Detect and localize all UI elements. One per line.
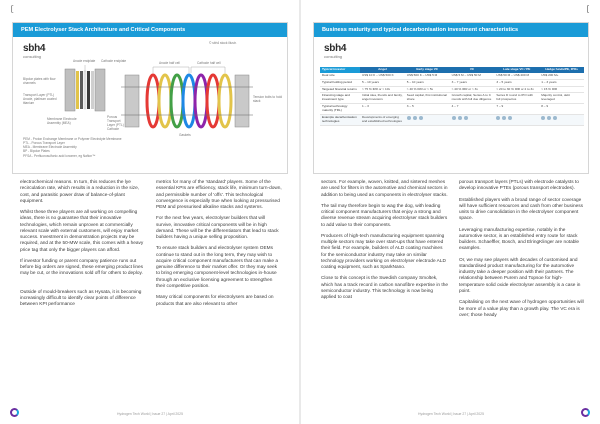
table-cell — [539, 114, 584, 125]
table-cell: US$ 50 M – US$ 200 M — [494, 73, 539, 79]
legend-item: PTL - Porous Transport Layer — [23, 141, 65, 146]
legend-item: MEA - Membrane Electrode Assembly — [23, 145, 77, 150]
table-cell: 4 – 7 — [450, 104, 495, 115]
table-cell: US$ 500 K – US$ 5 M — [405, 73, 450, 79]
label-mea: Membrane Electrode Assembly (MEA) — [47, 117, 77, 126]
table-cell: > 40 % IRR or > 3x — [450, 86, 495, 93]
row-label: Typical technology maturity (TRL) — [320, 104, 360, 115]
paragraph: Established players with a broad range of sector coverage will have sufficient resources and cash from other business units to drive consolidation in the electrolyser component space. — [459, 197, 584, 222]
table-row — [320, 114, 584, 125]
figure-title: PEM Electrolyser Stack Architecture and Critical Components — [13, 23, 287, 37]
paragraph: Many critical components for electrolysers are based on products that are also relevant to other — [156, 295, 274, 307]
label-gaskets: Gaskets — [179, 133, 191, 137]
row-label: Typical holding period — [320, 79, 360, 86]
table-cell: 3 – 5 — [405, 104, 450, 115]
table-row — [320, 86, 584, 93]
label-bolts: Tension bolts to hold stack — [253, 95, 283, 104]
table-header: VC — [450, 67, 495, 73]
tech-icon — [464, 116, 468, 120]
paragraph: If investor funding or parent company patience runs out before big orders are signed, these emerging product lines may be cut, or the innovations sold off for others to deploy. — [20, 258, 144, 277]
tech-icon — [452, 116, 456, 120]
row-label: Targeted financial returns — [320, 86, 360, 93]
table-cell — [405, 114, 450, 125]
table-cell: > 15 % IRR — [539, 86, 584, 93]
tech-icon — [458, 116, 462, 120]
paragraph: Whilst these three players are all working on compelling ideas, there is no guarantee that their innovative technologies, which remain unproven at commercially relevant scale with external customers, will enjoy market success. Investment in demonstration projects may be required, and at the 50-MW scale, this comes with a heavy price tag that only the bigger players can afford. — [20, 210, 144, 253]
left-column-2 — [156, 180, 282, 308]
table-cell: > 20 to 30 % IRR or 2 to 3x — [494, 86, 539, 93]
table-header: Hedge funds/PE, IPOs — [539, 67, 584, 73]
legend-item: PEM - Proton Exchange Membrane or Polymer Electrolyte Membrane — [23, 137, 122, 141]
table-cell: Growth capital, Series A to C rounds with full due diligence — [450, 93, 495, 104]
tech-icon — [553, 116, 557, 120]
h2-logo-icon — [581, 408, 590, 417]
crop-mark: [ — [585, 6, 590, 14]
footer-left: Hydrogen Tech World | Issue 27 | April 2025 — [117, 412, 183, 416]
investment-characteristics-figure — [313, 22, 589, 174]
paragraph: Leveraging manufacturing expertise, notably in the automotive sector, is an established entry route for stack builders. Schaeffler, Bosch, and ElringKlinger are notable examples. — [459, 227, 580, 252]
paragraph: The tail may therefore begin to wag the dog, with leading critical component manufacturers that enjoy a strong and diverse revenue stream acquiring electrolyser stack builders to add value to their components. — [321, 203, 448, 228]
label-bipolar: Bipolar plates with flow channels — [23, 77, 56, 86]
tech-icon — [407, 116, 411, 120]
paragraph: To ensure stack builders and electrolyser system OEMs continue to stand out in the long term, they may wish to acquire critical component manufacturers that can make a genuine difference to their market offer. Or they may seek to bring emerging component-level technologies in-house through an exclusive licensing agreement to strengthen their competitive position. — [156, 246, 278, 289]
paragraph: sectors. For example, woven, knitted, and sintered meshes are used for filters in the automotive and chemical sectors in addition to being used as components in electrolyser stacks. — [321, 180, 448, 198]
crop-mark: [ — [10, 6, 15, 14]
table-cell: Initial idea, friends and family, angel investors — [360, 93, 405, 104]
tech-icon — [541, 116, 545, 120]
paragraph: Outside of mould-breakers such as Hysata, it is becoming increasingly difficult to identify clear points of difference between KPI performance — [20, 289, 142, 308]
figure-title: Business maturity and typical decarbonisation investment characteristics — [314, 23, 588, 37]
small-stack — [65, 65, 105, 111]
table-cell: > 40 % IRR or > 5x — [405, 86, 450, 93]
label-anode-cells: Anode half cell — [159, 61, 180, 65]
paragraph: Or, we may see players with decades of customised and standardised product manufacturing for the automotive industry take a deeper position with their partners. The relationship between Purem and Topsoe for high-temperature solid oxide electrolyser assembly is a case in point. — [459, 257, 581, 294]
stack-architecture-figure — [12, 22, 288, 174]
tech-icon — [547, 116, 551, 120]
h2-logo-icon — [10, 408, 19, 417]
table-row — [320, 104, 584, 115]
label-cathode-cells: Cathode half cell — [197, 61, 221, 65]
paragraph: electrochemical reasons. In turn, this reduces the lye recirculation rate, which results in a reduction in the size, cost, and parasitic power draw of balance-of-plant equipment. — [20, 180, 140, 204]
row-label: Example decarbonisation technologies — [320, 114, 360, 125]
table-cell: 1 – 3 — [360, 104, 405, 115]
table-cell: Series D round to IPO with full prospectus — [494, 93, 539, 104]
table-cell: US$ 10 K – US$ 500 K — [360, 73, 405, 79]
label-anode: Anode endplate — [73, 59, 96, 63]
tech-icon — [502, 116, 506, 120]
investment-table — [320, 67, 584, 126]
row-label: Deal size — [320, 73, 360, 79]
tech-icon — [413, 116, 417, 120]
table-cell: 3 – 5 years — [494, 79, 539, 86]
table-cell — [450, 114, 495, 125]
paragraph: For the next few years, electrolyser builders that will survive, innovative critical components will be in high demand. These will be the differentiators that lead to stack builders having a unique selling proposition. — [156, 216, 279, 241]
table-cell: Developments of emerging and established technologies — [360, 114, 405, 125]
table-header: Early stage VC — [405, 67, 450, 73]
tech-icon — [508, 116, 512, 120]
sbh4-logo: sbh4 consulting — [23, 43, 46, 59]
paragraph: porous transport layers (PTLs) with electrode catalysts to develop innovative PTEs (porous transport electrodes). — [459, 180, 579, 192]
table-cell: > 75 % IRR or > 10x — [360, 86, 405, 93]
figure-legend — [23, 137, 173, 158]
table-header: Late stage VC / PE — [494, 67, 539, 73]
table-cell: 5 – 10 years — [360, 79, 405, 86]
table-cell: US$ 200 M+ — [539, 73, 584, 79]
sbh4-logo: sbh4 consulting — [324, 43, 347, 59]
table-cell: 5 – 10 years — [405, 79, 450, 86]
right-page — [301, 0, 600, 424]
row-label: Financing stage and investment type — [320, 93, 360, 104]
right-column-2 — [459, 180, 585, 319]
paragraph: Capitalising on the next wave of hydrogen opportunities will be more of a value play than a growth play. The VC era is over; those heady — [459, 300, 584, 318]
table-header: Angel — [360, 67, 405, 73]
legend-item: PFSA - Perfluorosulfonic acid ionomer, eg Nafion™ — [23, 153, 96, 158]
left-column-1 — [20, 180, 145, 309]
large-stack — [121, 67, 253, 127]
table-cell — [494, 114, 539, 125]
label-cathode-end: Cathode endplate — [101, 59, 127, 63]
label-porous: Porous Transport Layer (PTL) Cathode — [107, 115, 124, 132]
tech-icon — [496, 116, 500, 120]
table-cell: Seed capital, first institutional share — [405, 93, 450, 104]
left-page — [0, 0, 299, 424]
right-column-1 — [321, 180, 449, 302]
label-ptl: Transport Layer (PTL) Anode, platinum coated titanium — [23, 93, 57, 106]
table-cell: 3 – 7 years — [450, 79, 495, 86]
paragraph: Close to this concept is the Swedish company Smoltek, which has a track record in carbon nanofibre expertise in the semiconductor industry. This technology is now being applied to coat — [321, 276, 448, 301]
paragraph: Producers of high-tech manufacturing equipment spanning multiple sectors may take over start-ups that have entered their field. For example, builders of ALD coating machines for the semiconductor industry may take on similar technology providers working on electrolyser electrode ALD coating equipment, such as SparkNano. — [321, 233, 446, 271]
table-cell: 8 – 9 — [539, 104, 584, 115]
table-row — [320, 93, 584, 104]
table-cell: 1 – 3 years — [539, 79, 584, 86]
legend-item: BP - Bipolar Plates — [23, 149, 50, 154]
table-cell: US$ 5 M – US$ 50 M — [450, 73, 495, 79]
tech-icon — [419, 116, 423, 120]
paragraph: metrics for many of the 'standard' players. Some of the essential KPIs are efficiency, stack life, minimum turn-down, and permissible number of 'offs'. This technological convergence is especially true when looking at pressurised PEM and pressurised alkaline stacks and systems. — [156, 180, 282, 211]
table-header: Typical investor — [320, 67, 360, 73]
table-row — [320, 79, 584, 86]
stock-label: © sbh4 stock illustr. — [209, 41, 237, 45]
footer-right: Hydrogen Tech World | Issue 27 | April 2025 — [418, 412, 484, 416]
table-cell: 7 – 9 — [494, 104, 539, 115]
table-cell: Majority control, debt leveraged — [539, 93, 584, 104]
